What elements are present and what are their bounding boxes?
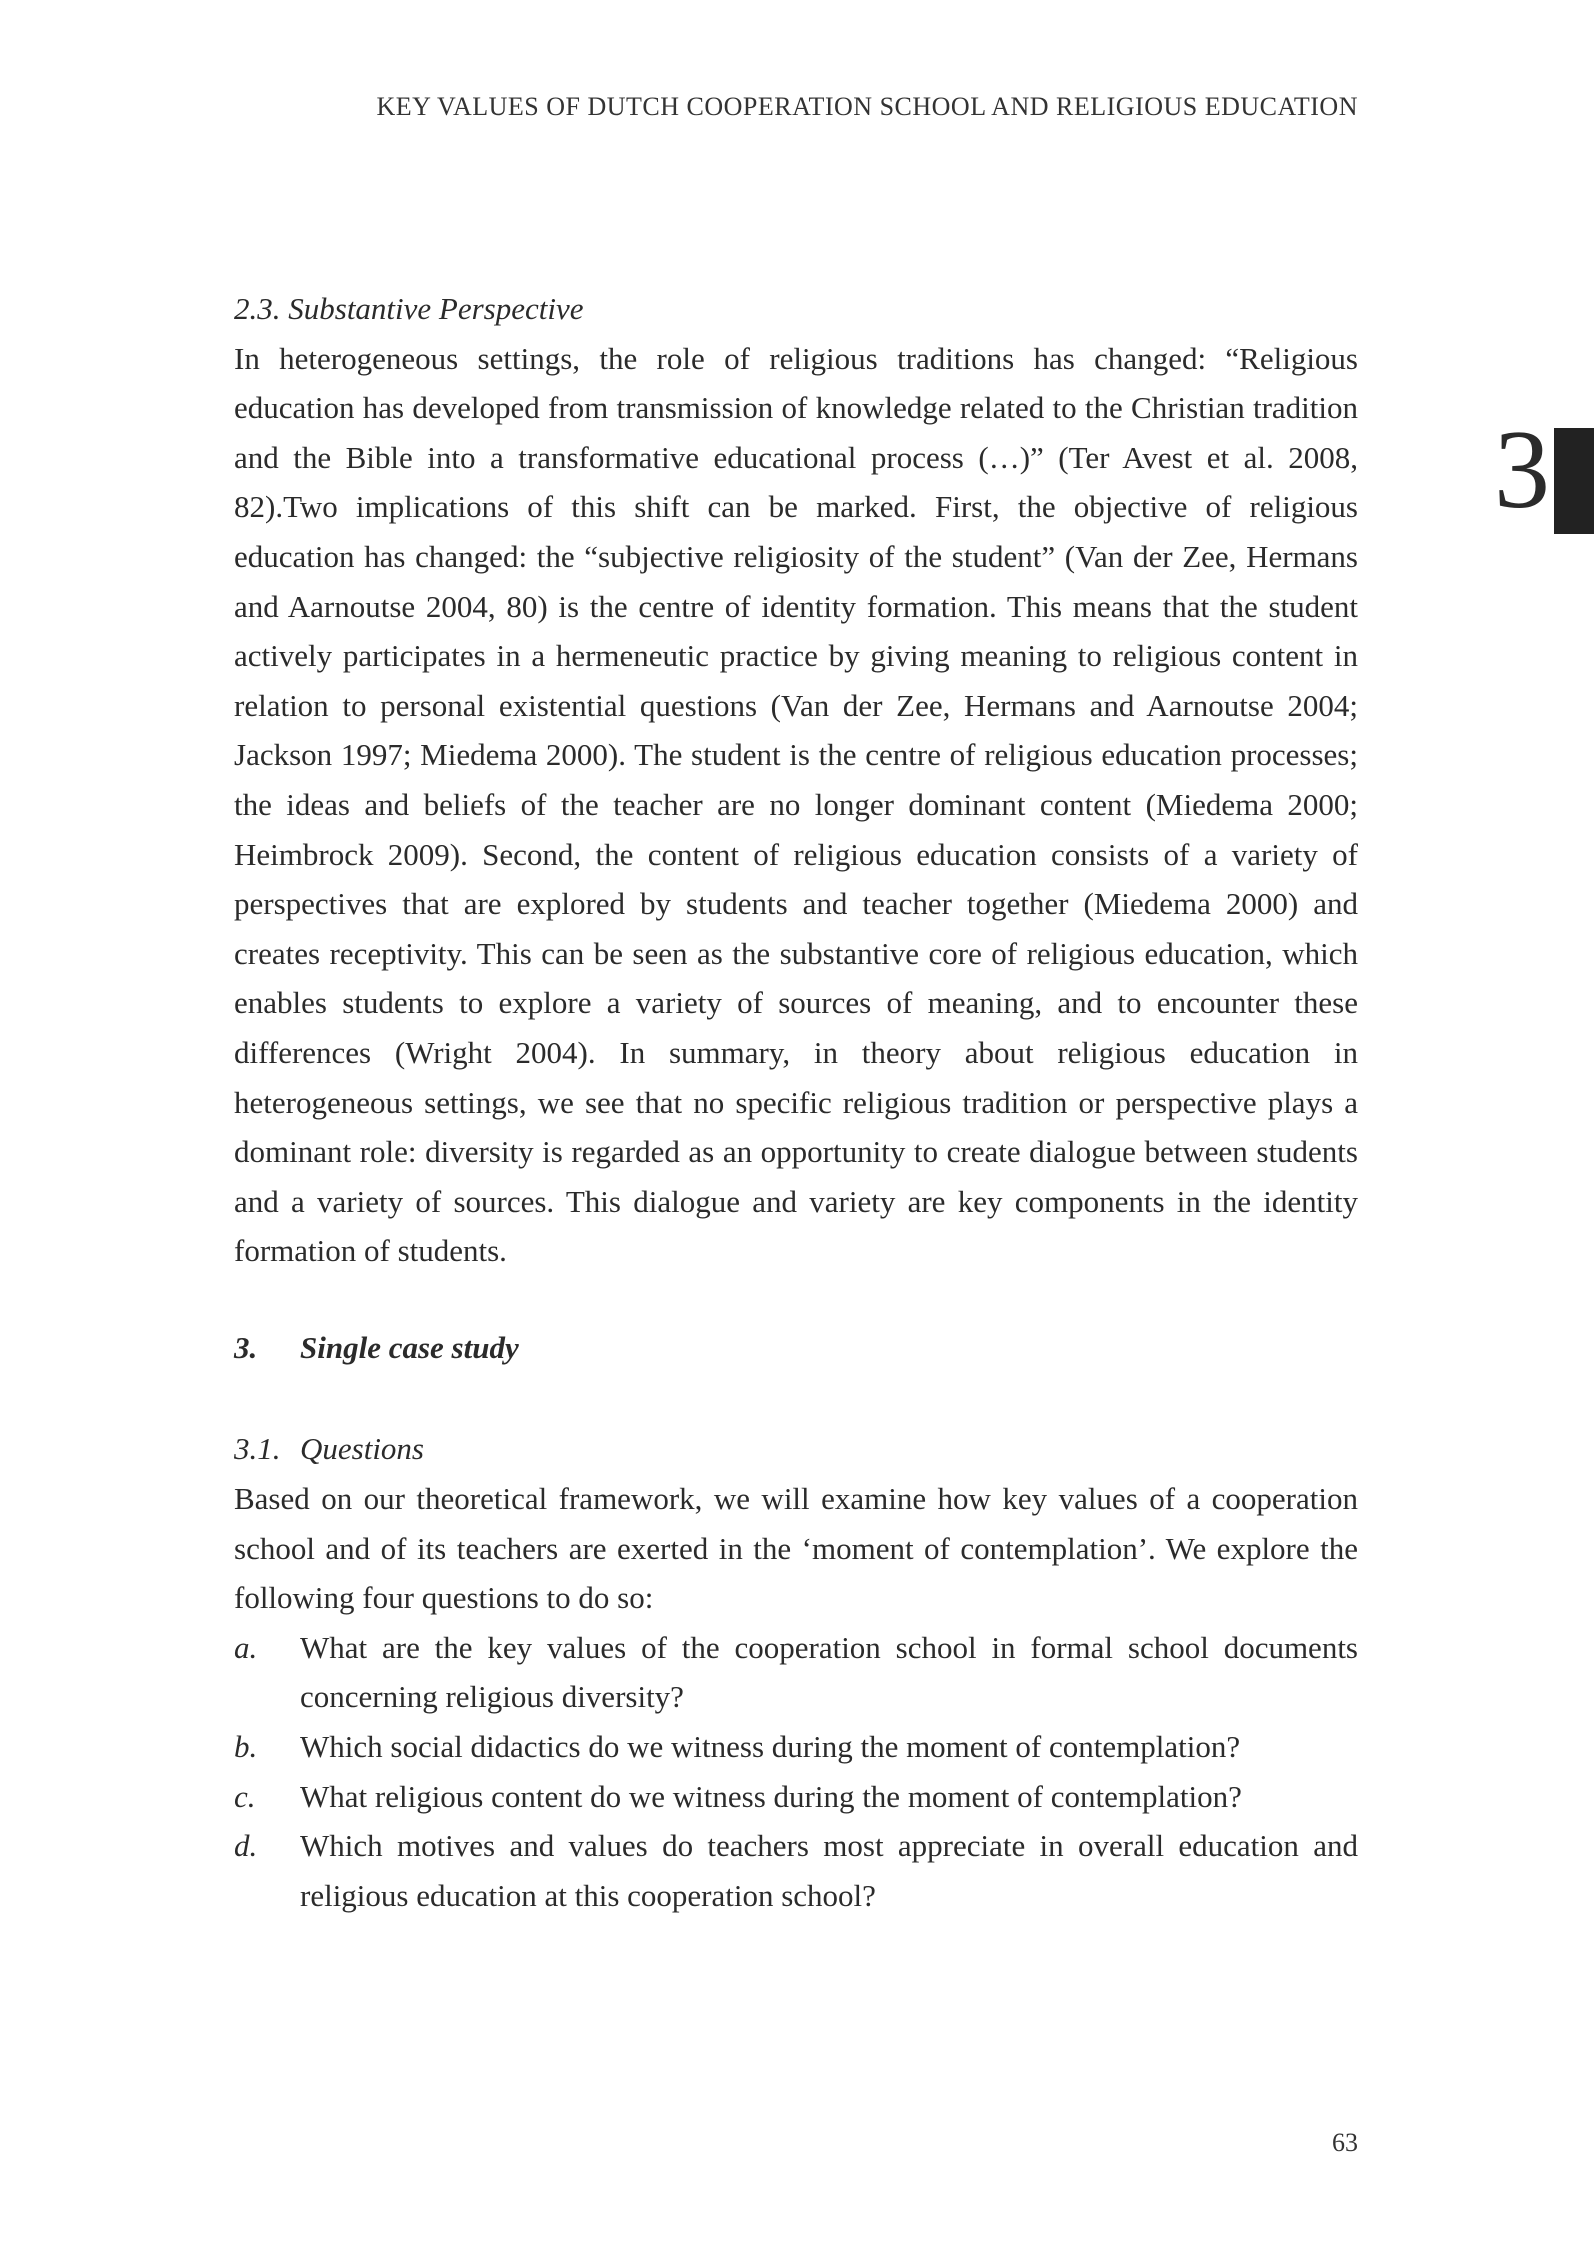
question-text: What are the key values of the cooperation school in formal school documents concerning religious diversity? — [300, 1629, 1358, 1715]
question-item — [234, 1821, 1358, 1920]
chapter-number: 3 — [1494, 408, 1550, 532]
section-3-1-intro: Based on our theoretical framework, we will examine how key values of a cooperation school and of its teachers are exerted in the ‘moment of contemplation’. We explore the following four questions to do so: — [234, 1481, 1358, 1616]
section-3-1-heading — [234, 1424, 1358, 1474]
questions-list — [234, 1623, 1358, 1921]
question-item — [234, 1623, 1358, 1722]
page-body — [234, 284, 1358, 1920]
chapter-tab-bar — [1554, 428, 1594, 534]
question-item — [234, 1722, 1358, 1772]
question-label: a. — [234, 1629, 258, 1665]
section-3-1-title: Questions — [300, 1431, 424, 1467]
section-3-title: Single case study — [300, 1329, 519, 1365]
page-number: 63 — [1332, 2128, 1358, 2157]
section-2-3-paragraph: In heterogeneous settings, the role of religious traditions has changed: “Religious education has developed from transmission of knowledge related to the Christian tradition and the Bible into a transformative educational process (…)” (Ter Avest et al. 2008, 82).Two implications of this shift can be marked. First, the objective of religious education has changed: the “subjective religiosity of the student” (Van der Zee, Hermans and Aarnoutse 2004, 80) is the centre of identity formation. This means that the student actively participates in a hermeneutic practice by giving meaning to religious content in relation to personal existential questions (Van der Zee, Hermans and Aarnoutse 2004; Jackson 1997; Miedema 2000). The student is the centre of religious education processes; the ideas and beliefs of the teacher are no longer dominant content (Miedema 2000; Heimbrock 2009). Second, the content of religious education consists of a variety of perspectives that are explored by students and teacher together (Miedema 2000) and creates receptivity. This can be seen as the substantive core of religious education, which enables students to explore a variety of sources of meaning, and to encounter these differences (Wright 2004). In summary, in theory about religious education in heterogeneous settings, we see that no specific religious tradition or perspective plays a dominant role: diversity is regarded as an opportunity to create dialogue between students and a variety of sources. This dialogue and variety are key components in the identity formation of students. — [234, 340, 1358, 1269]
question-item — [234, 1772, 1358, 1822]
question-text: What religious content do we witness during the moment of contemplation? — [300, 1778, 1242, 1814]
running-header: KEY VALUES OF DUTCH COOPERATION SCHOOL AND RELIGIOUS EDUCATION — [376, 92, 1358, 121]
section-2-3-heading: 2.3. Substantive Perspective — [234, 291, 584, 326]
section-3-number: 3. — [234, 1329, 258, 1365]
chapter-tab — [1444, 408, 1594, 534]
section-3-1-number: 3.1. — [234, 1431, 281, 1467]
section-3-heading — [234, 1323, 1358, 1373]
question-label: d. — [234, 1828, 258, 1864]
question-text: Which motives and values do teachers most appreciate in overall education and religious education at this cooperation school? — [300, 1828, 1358, 1913]
question-text: Which social didactics do we witness during the moment of contemplation? — [300, 1729, 1241, 1765]
question-label: b. — [234, 1729, 258, 1765]
question-label: c. — [234, 1778, 256, 1814]
